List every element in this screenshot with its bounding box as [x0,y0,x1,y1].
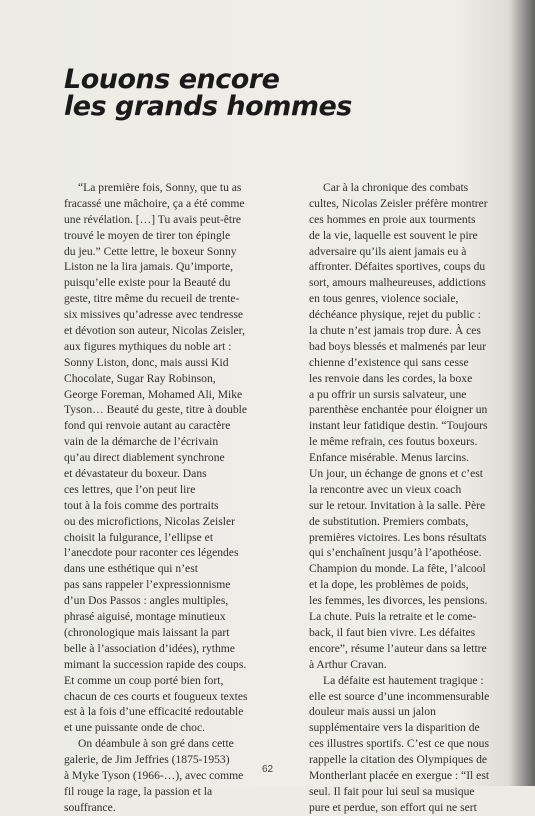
text-line: puisqu’elle existe pour la Beauté du [64,276,231,290]
text-line: Un jour, un échange de gnons et c’est [309,467,484,481]
text-line: ces hommes en proie aux tourments [309,212,476,226]
text-line: ou des microfictions, Nicolas Zeisler [64,514,235,528]
text-line: et la dope, les problèmes de poids, [309,578,469,592]
text-line: (chronologique mais laissant la part [64,625,230,639]
text-line: du jeu.” Cette lettre, le boxeur Sonny [64,244,237,258]
text-line: On déambule à son gré dans cette [78,737,234,751]
text-line: a pu offrir un sursis salvateur, une [309,387,467,401]
text-line: Tyson… Beauté du geste, titre à double [64,403,248,417]
text-line: fil rouge la rage, la passion et la [64,784,213,798]
text-line: de la vie, laquelle est souvent le pire [309,228,478,242]
title-line-1: Louons encore [64,64,280,95]
text-line: déchéance physique, rejet du public : [309,308,481,322]
text-line: les renvoie dans les cordes, la boxe [309,371,473,385]
text-line: parenthèse enchantée pour éloigner un [309,403,488,417]
text-line: à Arthur Cravan. [309,657,387,671]
text-line: sort, amours malheureuses, addictions [309,276,486,290]
text-line: à Myke Tyson (1966-…), avec comme [64,768,244,782]
text-line: elle est source d’une incommensurable [309,689,490,703]
text-line: pure et perdue, son effort qui ne sert [309,800,477,814]
text-line: ces lettres, que l’on peut lire [64,482,196,496]
text-line: dans une esthétique qui n’est [64,562,198,576]
text-line: phrasé aiguisé, montage minutieux [64,610,226,624]
text-line: l’anecdote pour raconter ces légendes [64,546,239,560]
right-column [309,180,509,816]
text-line: une révélation. […] Tu avais peut-être [64,212,242,226]
text-line: adversaire qu’ils aient jamais eu à [309,244,467,258]
text-line: Montherlant placée en exergue : “Il est [309,768,490,782]
text-line: Liston ne la lira jamais. Qu’importe, [64,260,234,274]
text-line: rappelle la citation des Olympiques de [309,753,488,767]
text-line: galerie, de Jim Jeffries (1875-1953) [64,753,230,767]
text-line: choisit la fulgurance, l’ellipse et [64,530,214,544]
text-line: et dévastateur du boxeur. Dans [64,467,207,481]
text-line: douleur mais aussi un jalon [309,705,436,719]
text-line: geste, titre même du recueil de trente- [64,292,240,306]
text-line: ces illustres sportifs. C’est ce que nous [309,737,489,751]
page-number: 62 [261,764,274,775]
text-line: fracassé une mâchoire, ça a été comme [64,196,245,210]
text-line: chacun de ces courts et fougueux textes [64,689,248,703]
text-line: souffrance. [64,800,116,814]
text-line: supplémentaire vers la disparition de [309,721,480,735]
text-line: trouvé le moyen de tirer ton épingle [64,228,231,242]
left-column [64,180,279,816]
text-line: vain de la démarche de l’écrivain [64,435,219,449]
text-line: le même refrain, ces foutus boxeurs. [309,435,478,449]
text-line: Enfance misérable. Menus larcins. [309,451,469,465]
text-line: la chute n’est jamais trop dure. À ces [309,324,481,338]
text-line: La chute. Puis la retraite et le come- [309,610,477,624]
page-gutter-shadow [509,0,535,786]
text-line: fond qui renvoie autant au caractère [64,419,231,433]
text-line: instant leur fatidique destin. “Toujours [309,419,488,433]
text-line: Chocolate, Sugar Ray Robinson, [64,371,216,385]
text-line: de substitution. Premiers combats, [309,514,469,528]
text-line: back, il faut bien vivre. Les défaites [309,625,476,639]
text-line: seul. Il fait pour lui seul sa musique [309,784,475,798]
text-line: cultes, Nicolas Zeisler préfère montrer [309,196,488,210]
text-line: chienne d’existence qui sans cesse [309,355,469,369]
text-line: d’un Dos Passos : angles multiples, [64,594,229,608]
text-line: bad boys blessés et malmenés par leur [309,339,487,353]
text-line: la rencontre avec un vieux coach [309,482,462,496]
text-line: Champion du monde. La fête, l’alcool [309,562,486,576]
text-line: en tous genres, violence sociale, [309,292,459,306]
text-line: encore”, résume l’auteur dans sa lettre [309,641,487,655]
text-line: pas sans rappeler l’expressionnisme [64,578,231,592]
text-line: La défaite est hautement tragique : [323,673,484,687]
text-line: est à la fois d’une efficacité redoutable [64,705,244,719]
text-line: Sonny Liston, donc, mais aussi Kid [64,355,229,369]
text-line: Et comme un coup porté bien fort, [64,673,224,687]
text-line: “La première fois, Sonny, que tu as [78,181,242,194]
text-line: sur le retour. Invitation à la salle. Père [309,498,486,512]
text-line: qu’au direct diablement synchrone [64,451,225,465]
text-line: aux figures mythiques du noble art : [64,339,232,353]
text-line: qui s’enchaînent jusqu’à l’apothéose. [309,546,482,560]
article-title [64,66,352,120]
title-line-2: les grands hommes [64,91,352,122]
text-line: Car à la chronique des combats [323,181,469,194]
text-line: premières victoires. Les bons résultats [309,530,487,544]
text-line: les femmes, les divorces, les pensions. [309,594,488,608]
text-line: affronter. Défaites sportives, coups du [309,260,486,274]
text-line: et dévotion son auteur, Nicolas Zeisler, [64,324,245,338]
text-line: George Foreman, Mohamed Ali, Mike [64,387,243,401]
text-line: tout à la fois comme des portraits [64,498,219,512]
text-line: six missives qu’adresse avec tendresse [64,308,244,322]
text-line: mimant la succession rapide des coups. [64,657,247,671]
text-line: belle à l’association d’idées), rythme [64,641,235,655]
text-line: et une puissante onde de choc. [64,721,206,735]
